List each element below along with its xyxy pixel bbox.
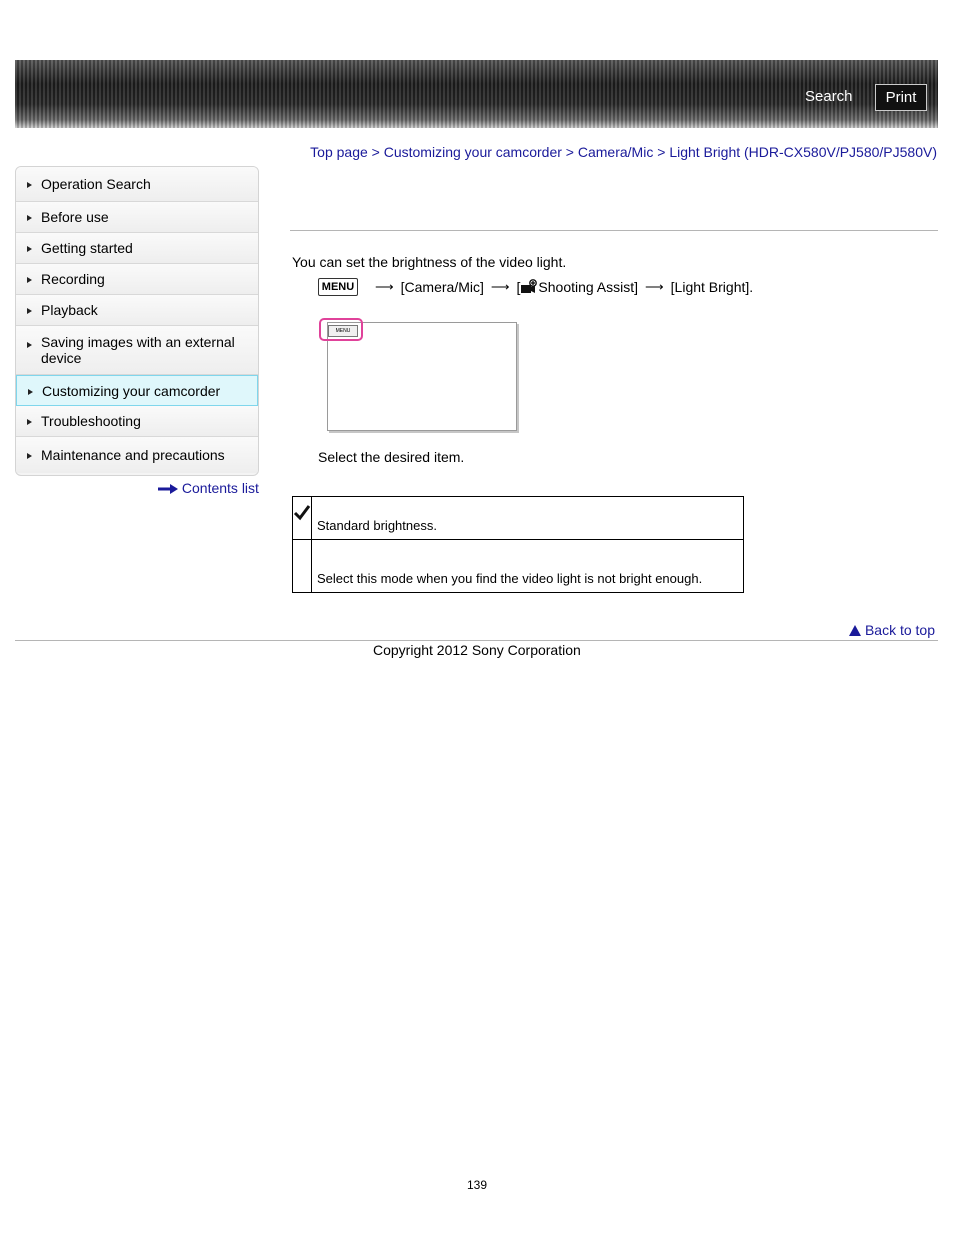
header-bar — [15, 60, 938, 128]
footer-divider — [15, 640, 938, 641]
sidebar-nav — [15, 166, 259, 476]
arrow-icon: ⟶ — [490, 279, 510, 294]
sidebar-item-operation-search[interactable] — [16, 167, 258, 202]
triangle-right-icon — [27, 453, 32, 459]
arrow-right-icon — [158, 484, 178, 494]
sidebar-item-maintenance[interactable] — [16, 437, 258, 473]
back-to-top-label: Back to top — [864, 622, 935, 638]
triangle-right-icon — [27, 182, 32, 188]
sidebar-item-label: Saving images with an external device — [41, 334, 235, 366]
sidebar-item-saving-images[interactable] — [16, 326, 258, 375]
breadcrumb-light-bright[interactable]: Light Bright (HDR-CX580V/PJ580/PJ580V) — [669, 144, 937, 160]
arrow-icon: ⟶ — [375, 279, 394, 294]
breadcrumb-separator: > — [371, 144, 380, 160]
triangle-up-icon — [849, 625, 861, 636]
sidebar-item-troubleshooting[interactable] — [16, 406, 258, 437]
triangle-right-icon — [27, 277, 32, 283]
step-shooting-assist: Shooting Assist] — [538, 279, 639, 295]
arrow-icon: ⟶ — [645, 279, 664, 294]
sidebar-item-before-use[interactable] — [16, 202, 258, 233]
sidebar-item-getting-started[interactable] — [16, 233, 258, 264]
sidebar-item-label: Customizing your camcorder — [42, 382, 221, 399]
option-icon-cell — [293, 497, 312, 540]
option-text: Standard brightness. — [312, 497, 744, 540]
triangle-right-icon — [27, 215, 32, 221]
checkmark-icon — [293, 504, 311, 522]
menu-button-icon: MENU — [318, 278, 358, 296]
contents-list-link[interactable] — [158, 480, 259, 496]
sidebar-item-label: Operation Search — [41, 176, 151, 192]
table-row — [293, 497, 744, 540]
table-row — [293, 540, 744, 593]
option-icon-cell — [293, 540, 312, 593]
sidebar-item-customizing[interactable] — [16, 375, 258, 406]
sidebar-item-label: Before use — [41, 209, 109, 225]
triangle-right-icon — [27, 308, 32, 314]
sidebar-item-label: Troubleshooting — [41, 413, 141, 429]
options-table — [292, 496, 744, 593]
sidebar-item-label: Playback — [41, 302, 98, 318]
breadcrumb — [310, 144, 937, 160]
select-instruction: Select the desired item. — [318, 449, 465, 465]
breadcrumb-top-page[interactable]: Top page — [310, 144, 368, 160]
intro-text: You can set the brightness of the video light. — [292, 254, 567, 270]
menu-highlight-ring — [319, 318, 363, 341]
triangle-right-icon — [28, 389, 33, 395]
contents-list-label: Contents list — [181, 480, 259, 496]
back-to-top-link[interactable] — [849, 622, 935, 638]
title-divider — [290, 230, 938, 231]
option-text: Select this mode when you find the video light is not bright enough. — [312, 540, 744, 593]
triangle-right-icon — [27, 246, 32, 252]
sidebar-item-playback[interactable] — [16, 295, 258, 326]
sidebar-item-recording[interactable] — [16, 264, 258, 295]
copyright-text: Copyright 2012 Sony Corporation — [373, 642, 581, 658]
step-bracket-open: [ — [516, 279, 521, 295]
sidebar-item-label: Maintenance and precautions — [41, 447, 225, 463]
triangle-right-icon — [27, 342, 32, 348]
page-number: 139 — [466, 1178, 488, 1192]
step-camera-mic: [Camera/Mic] — [400, 279, 484, 295]
print-button[interactable]: Print — [875, 84, 927, 111]
breadcrumb-camera-mic[interactable]: Camera/Mic — [577, 144, 654, 160]
search-button[interactable]: Search — [805, 88, 853, 105]
step-light-bright: [Light Bright]. — [670, 279, 754, 295]
triangle-right-icon — [27, 419, 32, 425]
breadcrumb-separator: > — [657, 144, 666, 160]
sidebar-item-label: Recording — [41, 271, 105, 287]
breadcrumb-customizing[interactable]: Customizing your camcorder — [383, 144, 562, 160]
camera-assist-icon — [520, 279, 538, 295]
breadcrumb-separator: > — [565, 144, 574, 160]
menu-steps — [318, 278, 753, 296]
screen-menu-button: MENU — [328, 325, 358, 337]
sidebar-item-label: Getting started — [41, 240, 133, 256]
